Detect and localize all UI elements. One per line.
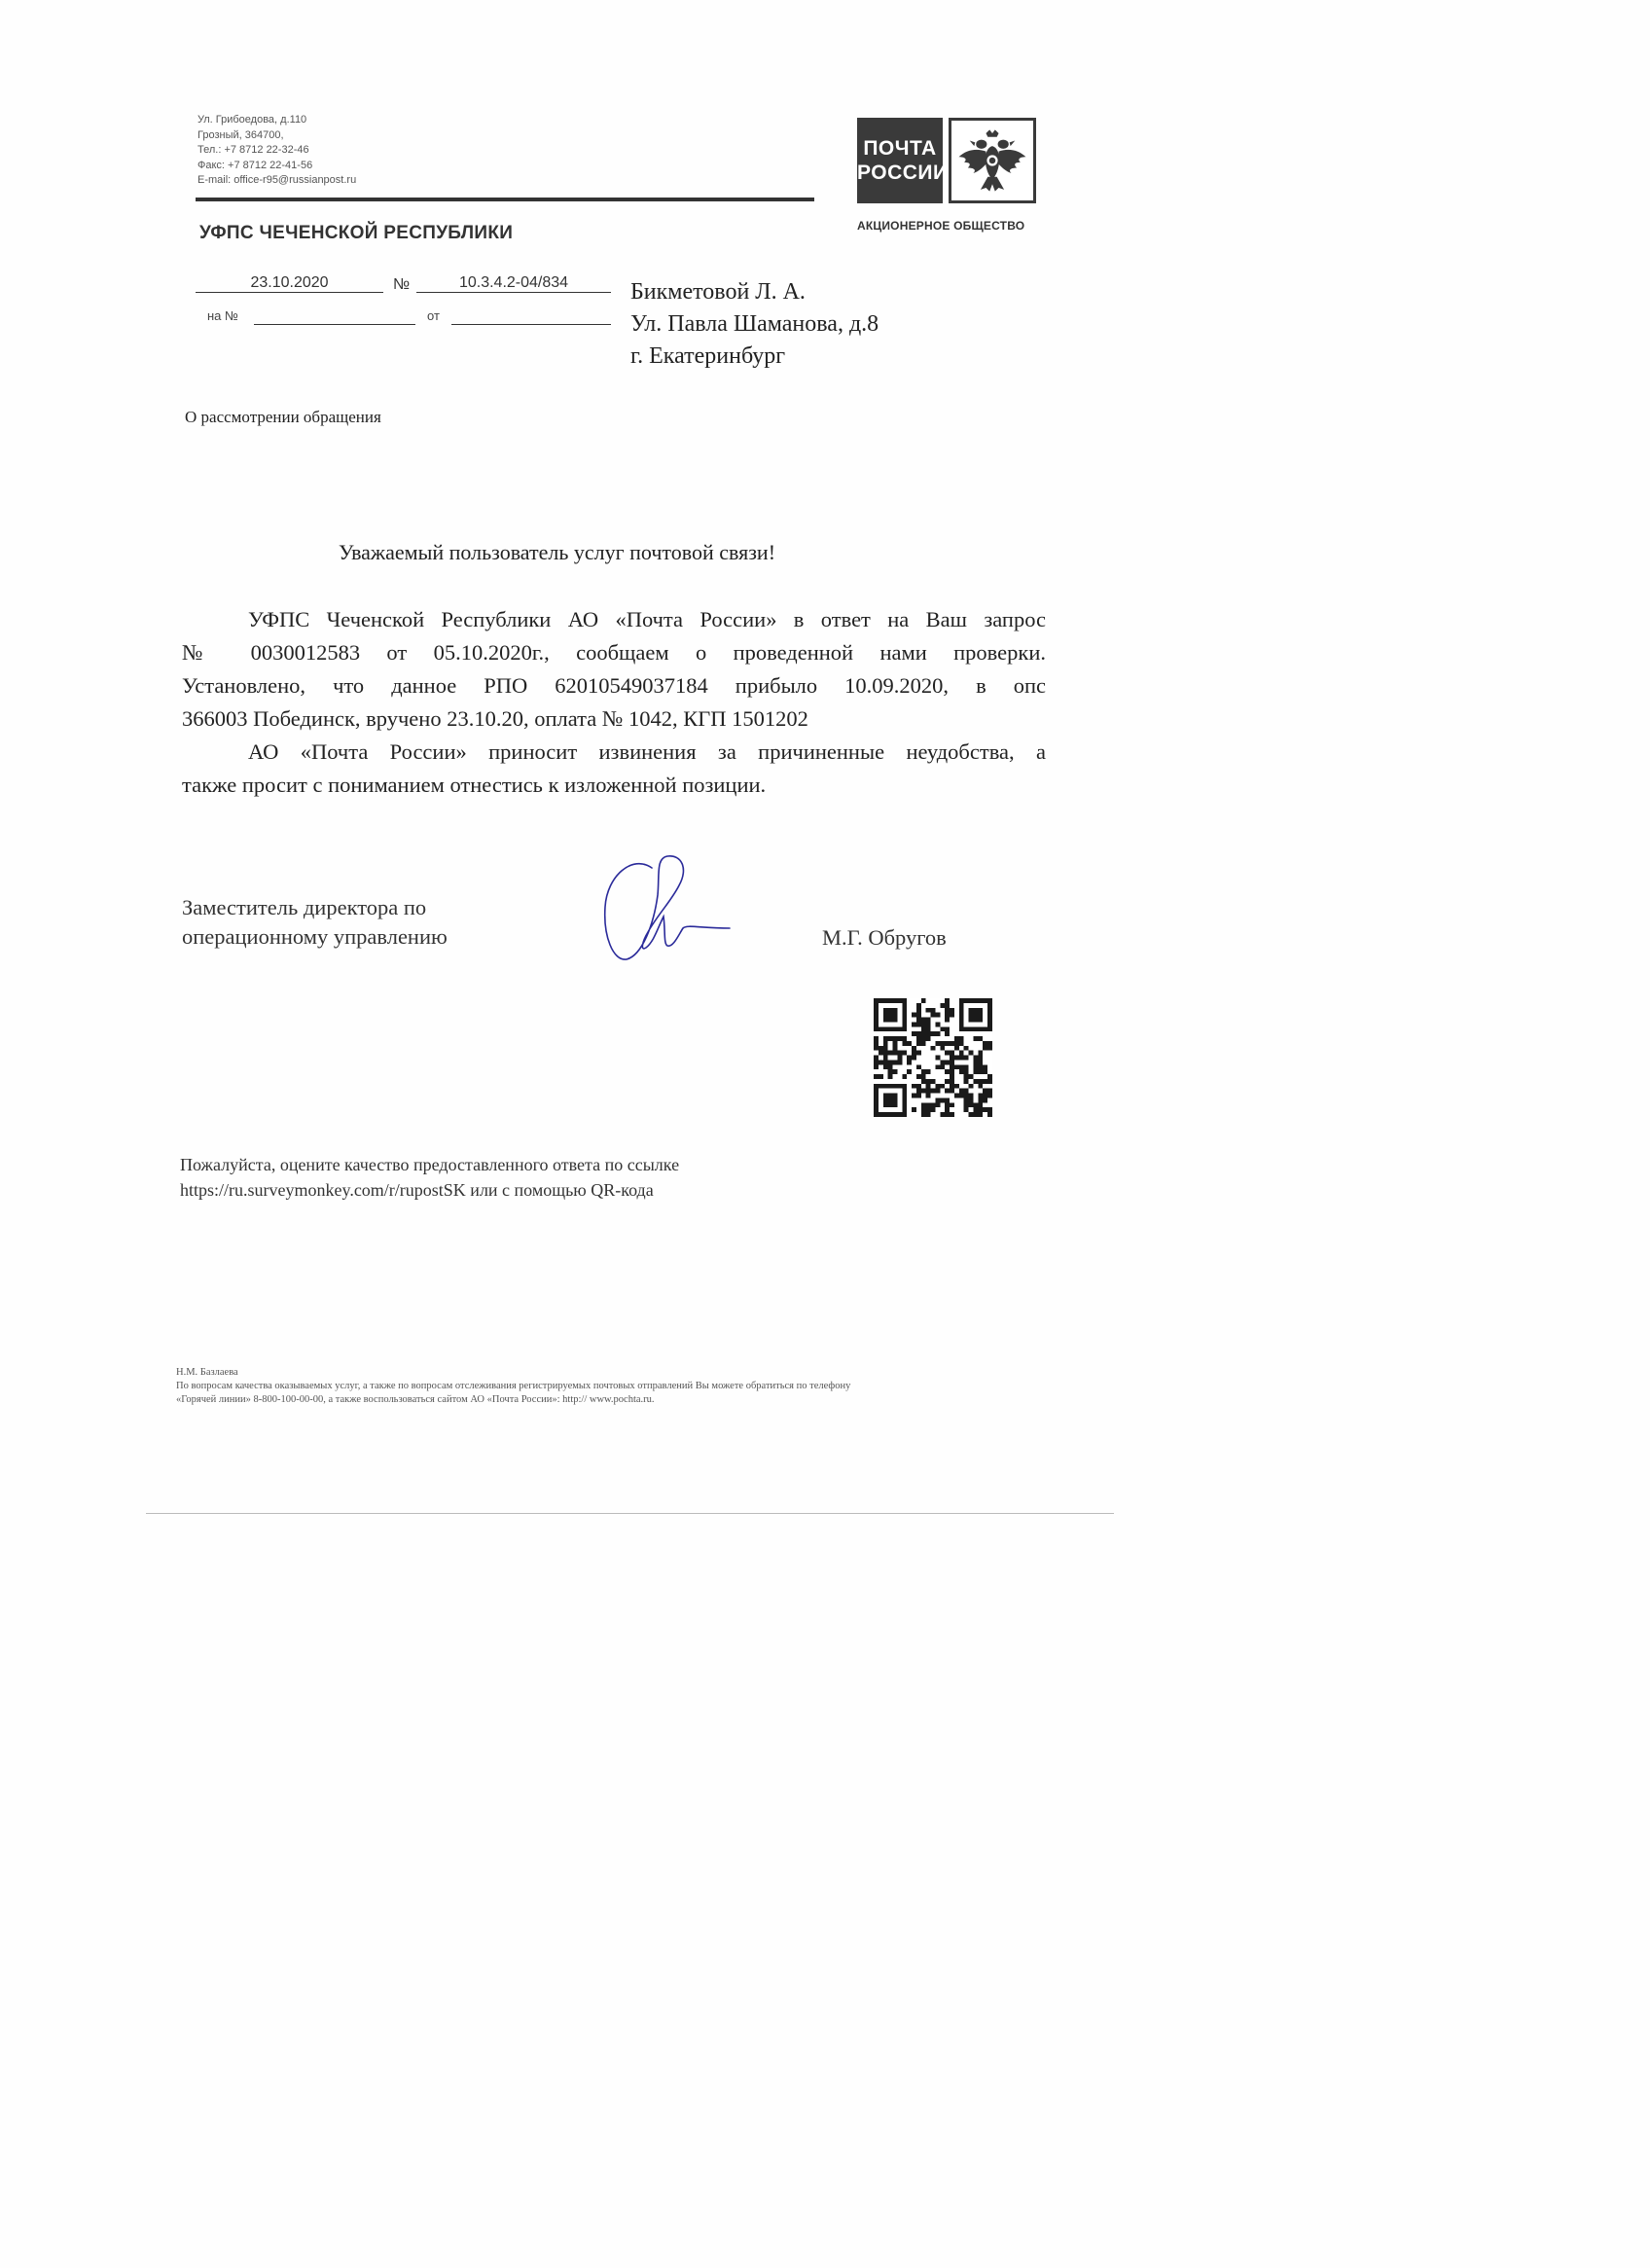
qr-module — [940, 1026, 945, 1031]
survey-line: Пожалуйста, оцените качество предоставленного ответа по ссылке — [180, 1155, 680, 1174]
qr-module — [945, 1051, 950, 1056]
qr-module — [969, 1084, 974, 1089]
qr-module — [950, 1084, 954, 1089]
qr-module — [954, 1036, 959, 1041]
qr-module — [916, 1031, 921, 1036]
qr-module — [983, 1041, 987, 1046]
qr-module — [978, 1084, 983, 1089]
qr-module — [931, 1013, 936, 1018]
qr-module — [978, 1056, 983, 1061]
recipient-block — [630, 276, 879, 373]
qr-module — [935, 1064, 940, 1069]
qr-module — [940, 1112, 945, 1117]
double-headed-eagle-icon — [949, 118, 1036, 203]
qr-module — [945, 1079, 950, 1084]
qr-module — [950, 1060, 954, 1064]
qr-module — [902, 1041, 907, 1046]
qr-module — [883, 1056, 888, 1061]
qr-module — [926, 1107, 931, 1112]
signer-name: М.Г. Обругов — [822, 925, 947, 950]
qr-module — [921, 1031, 926, 1036]
qr-module — [931, 1102, 936, 1107]
qr-module — [964, 1056, 969, 1061]
qr-module — [916, 1022, 921, 1026]
executor-name: Н.М. Базлаева — [176, 1367, 238, 1378]
body-line: УФПС Чеченской Республики АО «Почта России» в ответ на Ваш запрос — [248, 607, 1046, 631]
qr-module — [945, 1089, 950, 1094]
qr-module — [973, 1036, 978, 1041]
qr-module — [959, 1069, 964, 1074]
qr-module — [888, 1069, 893, 1074]
qr-module — [916, 1064, 921, 1069]
qr-module — [978, 1107, 983, 1112]
qr-module — [964, 1094, 969, 1098]
survey-prompt — [180, 1152, 679, 1203]
qr-module — [888, 1074, 893, 1079]
qr-module — [935, 1031, 940, 1036]
qr-module — [916, 1008, 921, 1013]
qr-module — [945, 1018, 950, 1023]
qr-module — [916, 1074, 921, 1079]
qr-module — [950, 1079, 954, 1084]
qr-module — [959, 1064, 964, 1069]
qr-module — [973, 1056, 978, 1061]
qr-module — [950, 1064, 954, 1069]
letter-footer — [176, 1366, 1052, 1407]
qr-module — [959, 1051, 964, 1056]
qr-module — [964, 1046, 969, 1051]
qr-module — [978, 1112, 983, 1117]
qr-module — [921, 1079, 926, 1084]
qr-module — [893, 1051, 898, 1056]
qr-module — [926, 1094, 931, 1098]
qr-module — [987, 1089, 992, 1094]
qr-module — [907, 1060, 912, 1064]
qr-module — [921, 1074, 926, 1079]
qr-module — [912, 1056, 916, 1061]
qr-module — [893, 1036, 898, 1041]
letter-date: 23.10.2020 — [196, 274, 383, 293]
address-line: Ул. Грибоедова, д.110 — [197, 114, 307, 126]
qr-module — [945, 1003, 950, 1008]
qr-module — [959, 1056, 964, 1061]
qr-module — [973, 1064, 978, 1069]
page-bottom-rule — [146, 1513, 1114, 1514]
qr-module — [964, 1064, 969, 1069]
qr-module — [978, 1102, 983, 1107]
qr-module — [978, 1098, 983, 1102]
letter-subject: О рассмотрении обращения — [185, 408, 381, 426]
qr-module — [926, 1026, 931, 1031]
qr-module — [931, 1031, 936, 1036]
qr-module — [897, 1060, 902, 1064]
survey-link[interactable]: https://ru.surveymonkey.com/r/rupostSK или с помощью QR-кода — [180, 1180, 654, 1200]
qr-module — [973, 1112, 978, 1117]
recipient-line: г. Екатеринбург — [630, 343, 786, 369]
qr-module — [907, 1041, 912, 1046]
footer-line: По вопросам качества оказываемых услуг, а также по вопросам отслеживания регистрируемых почтовых отправлений Вы можете обратиться по телефону — [176, 1381, 851, 1391]
qr-module — [921, 1026, 926, 1031]
qr-module — [987, 1079, 992, 1084]
qr-module — [883, 1046, 888, 1051]
recipient-line: Бикметовой Л. А. — [630, 279, 806, 305]
qr-module — [983, 1107, 987, 1112]
qr-module — [907, 1056, 912, 1061]
qr-module — [893, 1069, 898, 1074]
qr-module — [969, 1098, 974, 1102]
qr-module — [883, 1060, 888, 1064]
qr-module — [926, 1102, 931, 1107]
qr-module — [983, 1069, 987, 1074]
qr-module — [916, 1051, 921, 1056]
qr-module — [945, 1102, 950, 1107]
qr-module — [959, 1041, 964, 1046]
qr-module — [902, 1051, 907, 1056]
qr-module — [921, 1112, 926, 1117]
qr-module — [950, 1112, 954, 1117]
qr-module — [883, 1051, 888, 1056]
qr-module — [945, 1013, 950, 1018]
qr-module — [926, 1031, 931, 1036]
qr-module — [969, 1074, 974, 1079]
qr-module — [883, 1041, 888, 1046]
qr-module — [945, 998, 950, 1003]
qr-module — [978, 1060, 983, 1064]
qr-module — [921, 1069, 926, 1074]
qr-module — [940, 1046, 945, 1051]
qr-module — [954, 1041, 959, 1046]
qr-module — [987, 1041, 992, 1046]
qr-module — [940, 1060, 945, 1064]
letter-number: 10.3.4.2-04/834 — [416, 274, 611, 293]
qr-module — [926, 1069, 931, 1074]
qr-module — [883, 1008, 898, 1023]
greeting: Уважаемый пользователь услуг почтовой связи! — [338, 540, 776, 564]
qr-module — [916, 1041, 921, 1046]
qr-module — [916, 1084, 921, 1089]
qr-module — [921, 1036, 926, 1041]
qr-module — [921, 1107, 926, 1112]
qr-module — [921, 1102, 926, 1107]
qr-module — [954, 1094, 959, 1098]
qr-module — [950, 1056, 954, 1061]
qr-module — [978, 1079, 983, 1084]
qr-module — [888, 1060, 893, 1064]
qr-module — [921, 1041, 926, 1046]
qr-module — [888, 1064, 893, 1069]
qr-module — [973, 1060, 978, 1064]
qr-module — [912, 1094, 916, 1098]
qr-module — [973, 1079, 978, 1084]
qr-module — [945, 1026, 950, 1031]
qr-module — [935, 1098, 940, 1102]
footer-line: «Горячей линии» 8-800-100-00-00, а также воспользоваться сайтом АО «Почта России»: http:// www.pochta.ru. — [176, 1394, 655, 1405]
address-line: Факс: +7 8712 22-41-56 — [197, 159, 313, 171]
sender-address — [197, 113, 356, 189]
body-line: АО «Почта России» приносит извинения за причиненные неудобства, а — [248, 739, 1046, 764]
qr-module — [879, 1046, 883, 1051]
qr-module — [893, 1060, 898, 1064]
reply-to-number — [254, 306, 415, 325]
qr-module — [945, 1031, 950, 1036]
qr-module — [978, 1036, 983, 1041]
from-label: от — [427, 308, 440, 323]
qr-module — [921, 998, 926, 1003]
qr-module — [945, 1112, 950, 1117]
qr-module — [916, 1003, 921, 1008]
letter-body — [182, 603, 1046, 802]
qr-module — [983, 1064, 987, 1069]
address-line: E-mail: office-r95@russianpost.ru — [197, 174, 357, 186]
number-label: № — [393, 276, 411, 293]
qr-module — [931, 1089, 936, 1094]
qr-module — [907, 1069, 912, 1074]
qr-module — [969, 1008, 984, 1023]
qr-module — [935, 1089, 940, 1094]
qr-module — [987, 1107, 992, 1112]
body-line: 366003 Побединск, вручено 23.10.20, оплата № 1042, КГП 1501202 — [182, 706, 808, 731]
qr-module — [945, 1060, 950, 1064]
qr-module — [931, 1008, 936, 1013]
qr-module — [912, 1022, 916, 1026]
body-paragraph — [182, 736, 1046, 802]
qr-module — [950, 1069, 954, 1074]
qr-module — [935, 1056, 940, 1061]
qr-module — [916, 1018, 921, 1023]
qr-module — [902, 1036, 907, 1041]
qr-module — [964, 1069, 969, 1074]
qr-module — [940, 1041, 945, 1046]
qr-module — [954, 1046, 959, 1051]
qr-module — [935, 1013, 940, 1018]
qr-module — [926, 1112, 931, 1117]
qr-module — [935, 1102, 940, 1107]
qr-module — [926, 1018, 931, 1023]
qr-module — [964, 1079, 969, 1084]
qr-module — [916, 1013, 921, 1018]
qr-module — [874, 1046, 879, 1051]
qr-module — [964, 1089, 969, 1094]
qr-module — [912, 1046, 916, 1051]
qr-module — [969, 1051, 974, 1056]
qr-module — [950, 1051, 954, 1056]
qr-module — [883, 1094, 898, 1108]
address-line: Грозный, 364700, — [197, 128, 284, 141]
qr-module — [950, 1102, 954, 1107]
recipient-line: Ул. Павла Шаманова, д.8 — [630, 311, 879, 337]
qr-module — [945, 1069, 950, 1074]
qr-module — [883, 1036, 888, 1041]
qr-module — [987, 1046, 992, 1051]
qr-module — [912, 1084, 916, 1089]
qr-module — [969, 1094, 974, 1098]
qr-module — [950, 1008, 954, 1013]
header-divider — [196, 198, 814, 201]
logo-line: ПОЧТА — [863, 137, 937, 160]
qr-module — [969, 1112, 974, 1117]
qr-module — [950, 1074, 954, 1079]
qr-module — [888, 1051, 893, 1056]
qr-module — [926, 1079, 931, 1084]
qr-module — [964, 1074, 969, 1079]
qr-module — [973, 1102, 978, 1107]
qr-module — [916, 1089, 921, 1094]
qr-module — [935, 1041, 940, 1046]
from-date — [451, 306, 611, 325]
qr-module — [897, 1051, 902, 1056]
qr-module — [978, 1094, 983, 1098]
qr-module — [926, 1022, 931, 1026]
qr-module — [912, 1013, 916, 1018]
qr-module — [959, 1036, 964, 1041]
qr-module — [959, 1094, 964, 1098]
qr-module — [987, 1112, 992, 1117]
qr-module — [874, 1060, 879, 1064]
qr-module — [959, 1089, 964, 1094]
logo-line: РОССИИ — [857, 162, 949, 184]
qr-module — [954, 1064, 959, 1069]
qr-module — [916, 1036, 921, 1041]
qr-module — [874, 1064, 879, 1069]
qr-module — [879, 1060, 883, 1064]
qr-module — [978, 1064, 983, 1069]
qr-module — [879, 1051, 883, 1056]
qr-module — [935, 1084, 940, 1089]
qr-module — [912, 1107, 916, 1112]
qr-module — [973, 1069, 978, 1074]
qr-module — [983, 1089, 987, 1094]
org-name: УФПС ЧЕЧЕНСКОЙ РЕСПУБЛИКИ — [199, 223, 514, 243]
qr-module — [950, 1089, 954, 1094]
logo-subtitle: АКЦИОНЕРНОЕ ОБЩЕСТВО — [857, 219, 1025, 233]
qr-module — [964, 1107, 969, 1112]
qr-module — [964, 1098, 969, 1102]
qr-module — [926, 1084, 931, 1089]
qr-module — [921, 1018, 926, 1023]
qr-module — [945, 1098, 950, 1102]
qr-module — [912, 1031, 916, 1036]
qr-module — [987, 1094, 992, 1098]
qr-module — [921, 1089, 926, 1094]
qr-module — [935, 1022, 940, 1026]
qr-module — [897, 1056, 902, 1061]
qr-module — [945, 1107, 950, 1112]
qr-module — [874, 1056, 879, 1061]
qr-module — [954, 1056, 959, 1061]
qr-module — [978, 1069, 983, 1074]
body-line: Установлено, что данное РПО 62010549037184 прибыло 10.09.2020, в опс — [182, 673, 1046, 698]
qr-module — [888, 1036, 893, 1041]
qr-module — [945, 1041, 950, 1046]
eagle-graphic — [951, 121, 1033, 200]
qr-module — [969, 1102, 974, 1107]
qr-module — [950, 1013, 954, 1018]
body-paragraph — [182, 603, 1046, 736]
qr-module — [874, 1041, 879, 1046]
qr-module — [931, 1046, 936, 1051]
qr-module — [987, 1074, 992, 1079]
qr-module — [897, 1036, 902, 1041]
qr-module — [950, 1041, 954, 1046]
address-line: Тел.: +7 8712 22-32-46 — [197, 144, 309, 156]
qr-module — [931, 1079, 936, 1084]
qr-module — [940, 1003, 945, 1008]
survey-qr-code[interactable] — [874, 998, 992, 1117]
qr-module — [983, 1046, 987, 1051]
body-line: № 0030012583 от 05.10.2020г., сообщаем о проведенной нами проверки. — [182, 640, 1046, 665]
qr-module — [978, 1051, 983, 1056]
qr-module — [983, 1098, 987, 1102]
qr-module — [931, 1107, 936, 1112]
qr-module — [983, 1094, 987, 1098]
qr-module — [954, 1084, 959, 1089]
qr-module — [940, 1098, 945, 1102]
qr-module — [921, 1022, 926, 1026]
qr-module — [983, 1079, 987, 1084]
qr-module — [893, 1041, 898, 1046]
qr-module — [874, 1074, 879, 1079]
qr-module — [945, 1008, 950, 1013]
qr-module — [912, 1051, 916, 1056]
qr-module — [940, 1064, 945, 1069]
reply-to-label: на № — [207, 308, 238, 323]
qr-module — [902, 1074, 907, 1079]
qr-module — [926, 1089, 931, 1094]
position-line: операционному управлению — [182, 924, 448, 949]
qr-module — [879, 1074, 883, 1079]
qr-module — [874, 1036, 879, 1041]
body-line: также просит с пониманием отнестись к изложенной позиции. — [182, 773, 767, 797]
position-line: Заместитель директора по — [182, 895, 427, 919]
handwritten-signature — [593, 846, 739, 973]
qr-module — [916, 1094, 921, 1098]
signer-position — [182, 893, 448, 952]
qr-module — [926, 1008, 931, 1013]
qr-module — [973, 1107, 978, 1112]
qr-module — [893, 1046, 898, 1051]
logo-wordmark — [857, 118, 949, 203]
qr-module — [940, 1084, 945, 1089]
qr-module — [883, 1064, 888, 1069]
qr-module — [926, 1036, 931, 1041]
qr-module — [964, 1102, 969, 1107]
